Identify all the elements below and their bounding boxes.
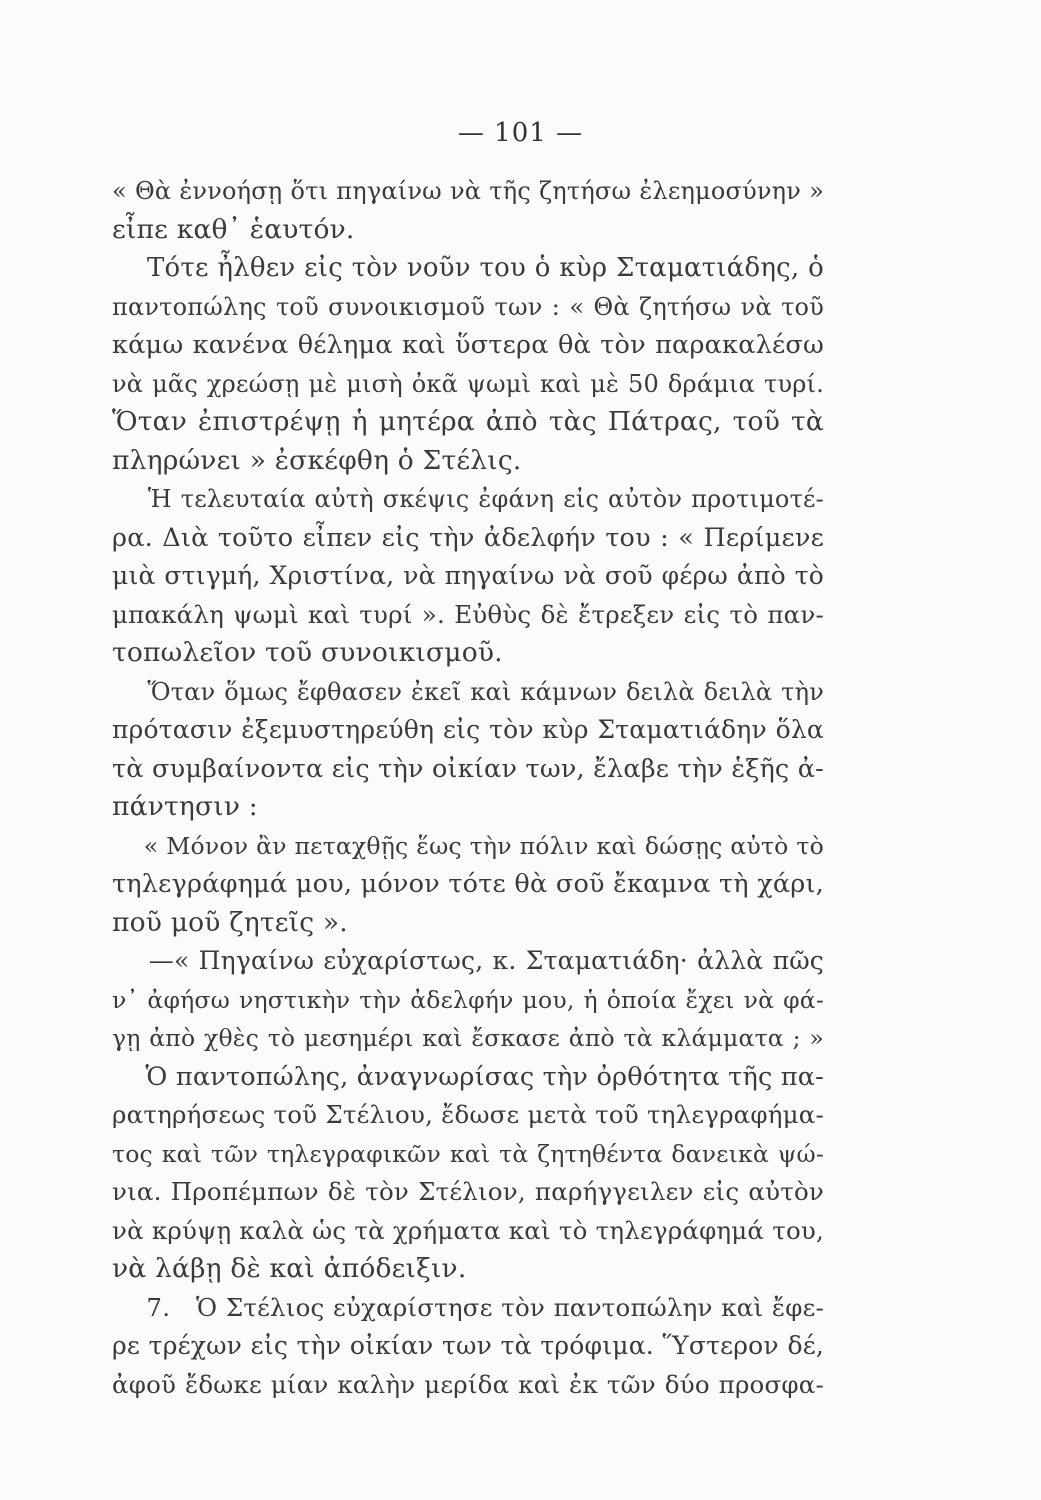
text-line: Ὅταν ἐπιστρέψῃ ἡ μητέρα ἀπὸ τὰς Πάτρας, τοῦ τὰ <box>112 406 824 437</box>
text-line: εἶπε καθ᾽ ἑαυτόν. <box>112 213 355 245</box>
text-line: νὰ λάβῃ δὲ καὶ ἀπόδειξιν. <box>112 1253 467 1284</box>
text-line: τὰ συμβαίνοντα εἰς τὴν οἰκίαν των, ἔλαβε τὴν ἑξῆς ἀ- <box>112 753 824 784</box>
text-line: πάντησιν : <box>112 791 258 822</box>
text-line: τηλεγράφημά μου, μόνον τότε θὰ σοῦ ἔκαμνα τὴ χάρι, <box>112 869 824 899</box>
text-line: ρα. Διὰ τοῦτο εἶπεν εἰς τὴν ἀδελφήν του : « Περίμενε <box>112 522 824 553</box>
text-line: ποῦ μοῦ ζητεῖς ». <box>112 906 348 938</box>
text-line: τοπωλεῖον τοῦ συνοικισμοῦ. <box>112 637 503 668</box>
text-line: πρότασιν ἐξεμυστηρεύθη εἰς τὸν κὺρ Σταματιάδην ὅλα <box>112 715 824 744</box>
text-line: ρατηρήσεως τοῦ Στέλιου, ἔδωσε μετὰ τοῦ τηλεγραφήμα- <box>112 1100 824 1129</box>
text-line: νια. Προπέμπων δὲ τὸν Στέλιον, παρήγγειλεν εἰς αὐτὸν <box>112 1177 824 1206</box>
text-line: κάμω κανένα θέλημα καὶ ὕστερα θὰ τὸν παρακαλέσω <box>112 330 824 360</box>
text-line: Ἡ τελευταία αὐτὴ σκέψις ἐφάνη εἰς αὐτὸν προτιμοτέ- <box>112 485 824 513</box>
text-line: « Μόνον ἂν πεταχθῇς ἕως τὴν πόλιν καὶ δώσῃς αὐτὸ τὸ <box>112 831 824 860</box>
text-line: —« Πηγαίνω εὐχαρίστως, κ. Σταματιάδη· ἀλλὰ πῶς <box>112 946 824 975</box>
text-line: ἀφοῦ ἔδωκε μίαν καλὴν μερίδα καὶ ἐκ τῶν δύο προσφα- <box>112 1369 824 1399</box>
text-line: « Θὰ ἐννοήσῃ ὅτι πηγαίνω νὰ τῆς ζητήσω ἐλεημοσύνην » <box>112 177 824 205</box>
text-line: μπακάλη ψωμὶ καὶ τυρί ». Εὐθὺς δὲ ἔτρεξεν εἰς τὸ παν- <box>112 599 824 629</box>
text-line: τος καὶ τῶν τηλεγραφικῶν καὶ τὰ ζητηθέντα δανεικὰ ψώ- <box>112 1139 824 1168</box>
text-line: Ὅταν ὅμως ἔφθασεν ἐκεῖ καὶ κάμνων δειλὰ δειλὰ τὴν <box>112 677 824 706</box>
text-line: γῃ ἀπὸ χθὲς τὸ μεσημέρι καὶ ἔσκασε ἀπὸ τὰ κλάμματα ; » <box>112 1024 824 1052</box>
body-text <box>112 172 824 1404</box>
text-line: ν᾽ ἀφήσω νηστικὴν τὴν ἀδελφήν μου, ἡ ὁποία ἔχει νὰ φά- <box>112 985 824 1014</box>
text-line: 7. Ὁ Στέλιος εὐχαρίστησε τὸν παντοπώλην καὶ ἔφε- <box>112 1292 824 1322</box>
text-line: πληρώνει » ἐσκέφθη ὁ Στέλις. <box>112 444 522 476</box>
text-line: Ὁ παντοπώλης, ἀναγνωρίσας τὴν ὀρθότητα τῆς πα- <box>112 1061 824 1092</box>
text-line: μιὰ στιγμή, Χριστίνα, νὰ πηγαίνω νὰ σοῦ φέρω ἀπὸ τὸ <box>112 561 824 590</box>
text-line: ρε τρέχων εἰς τὴν οἰκίαν των τὰ τρόφιμα. Ὕστερον δέ, <box>112 1331 824 1360</box>
text-line: νὰ μᾶς χρεώσῃ μὲ μισὴ ὀκᾶ ψωμὶ καὶ μὲ 50 δράμια τυρί. <box>112 369 824 398</box>
text-line: νὰ κρύψῃ καλὰ ὡς τὰ χρήματα καὶ τὸ τηλεγράφημά του, <box>112 1215 824 1245</box>
page-number: — 101 — <box>457 118 584 148</box>
text-line: παντοπώλης τοῦ συνοικισμοῦ των : « Θὰ ζητήσω νὰ τοῦ <box>112 292 824 321</box>
text-line: Τότε ἦλθεν εἰς τὸν νοῦν του ὁ κὺρ Σταματιάδης, ὁ <box>112 253 824 283</box>
